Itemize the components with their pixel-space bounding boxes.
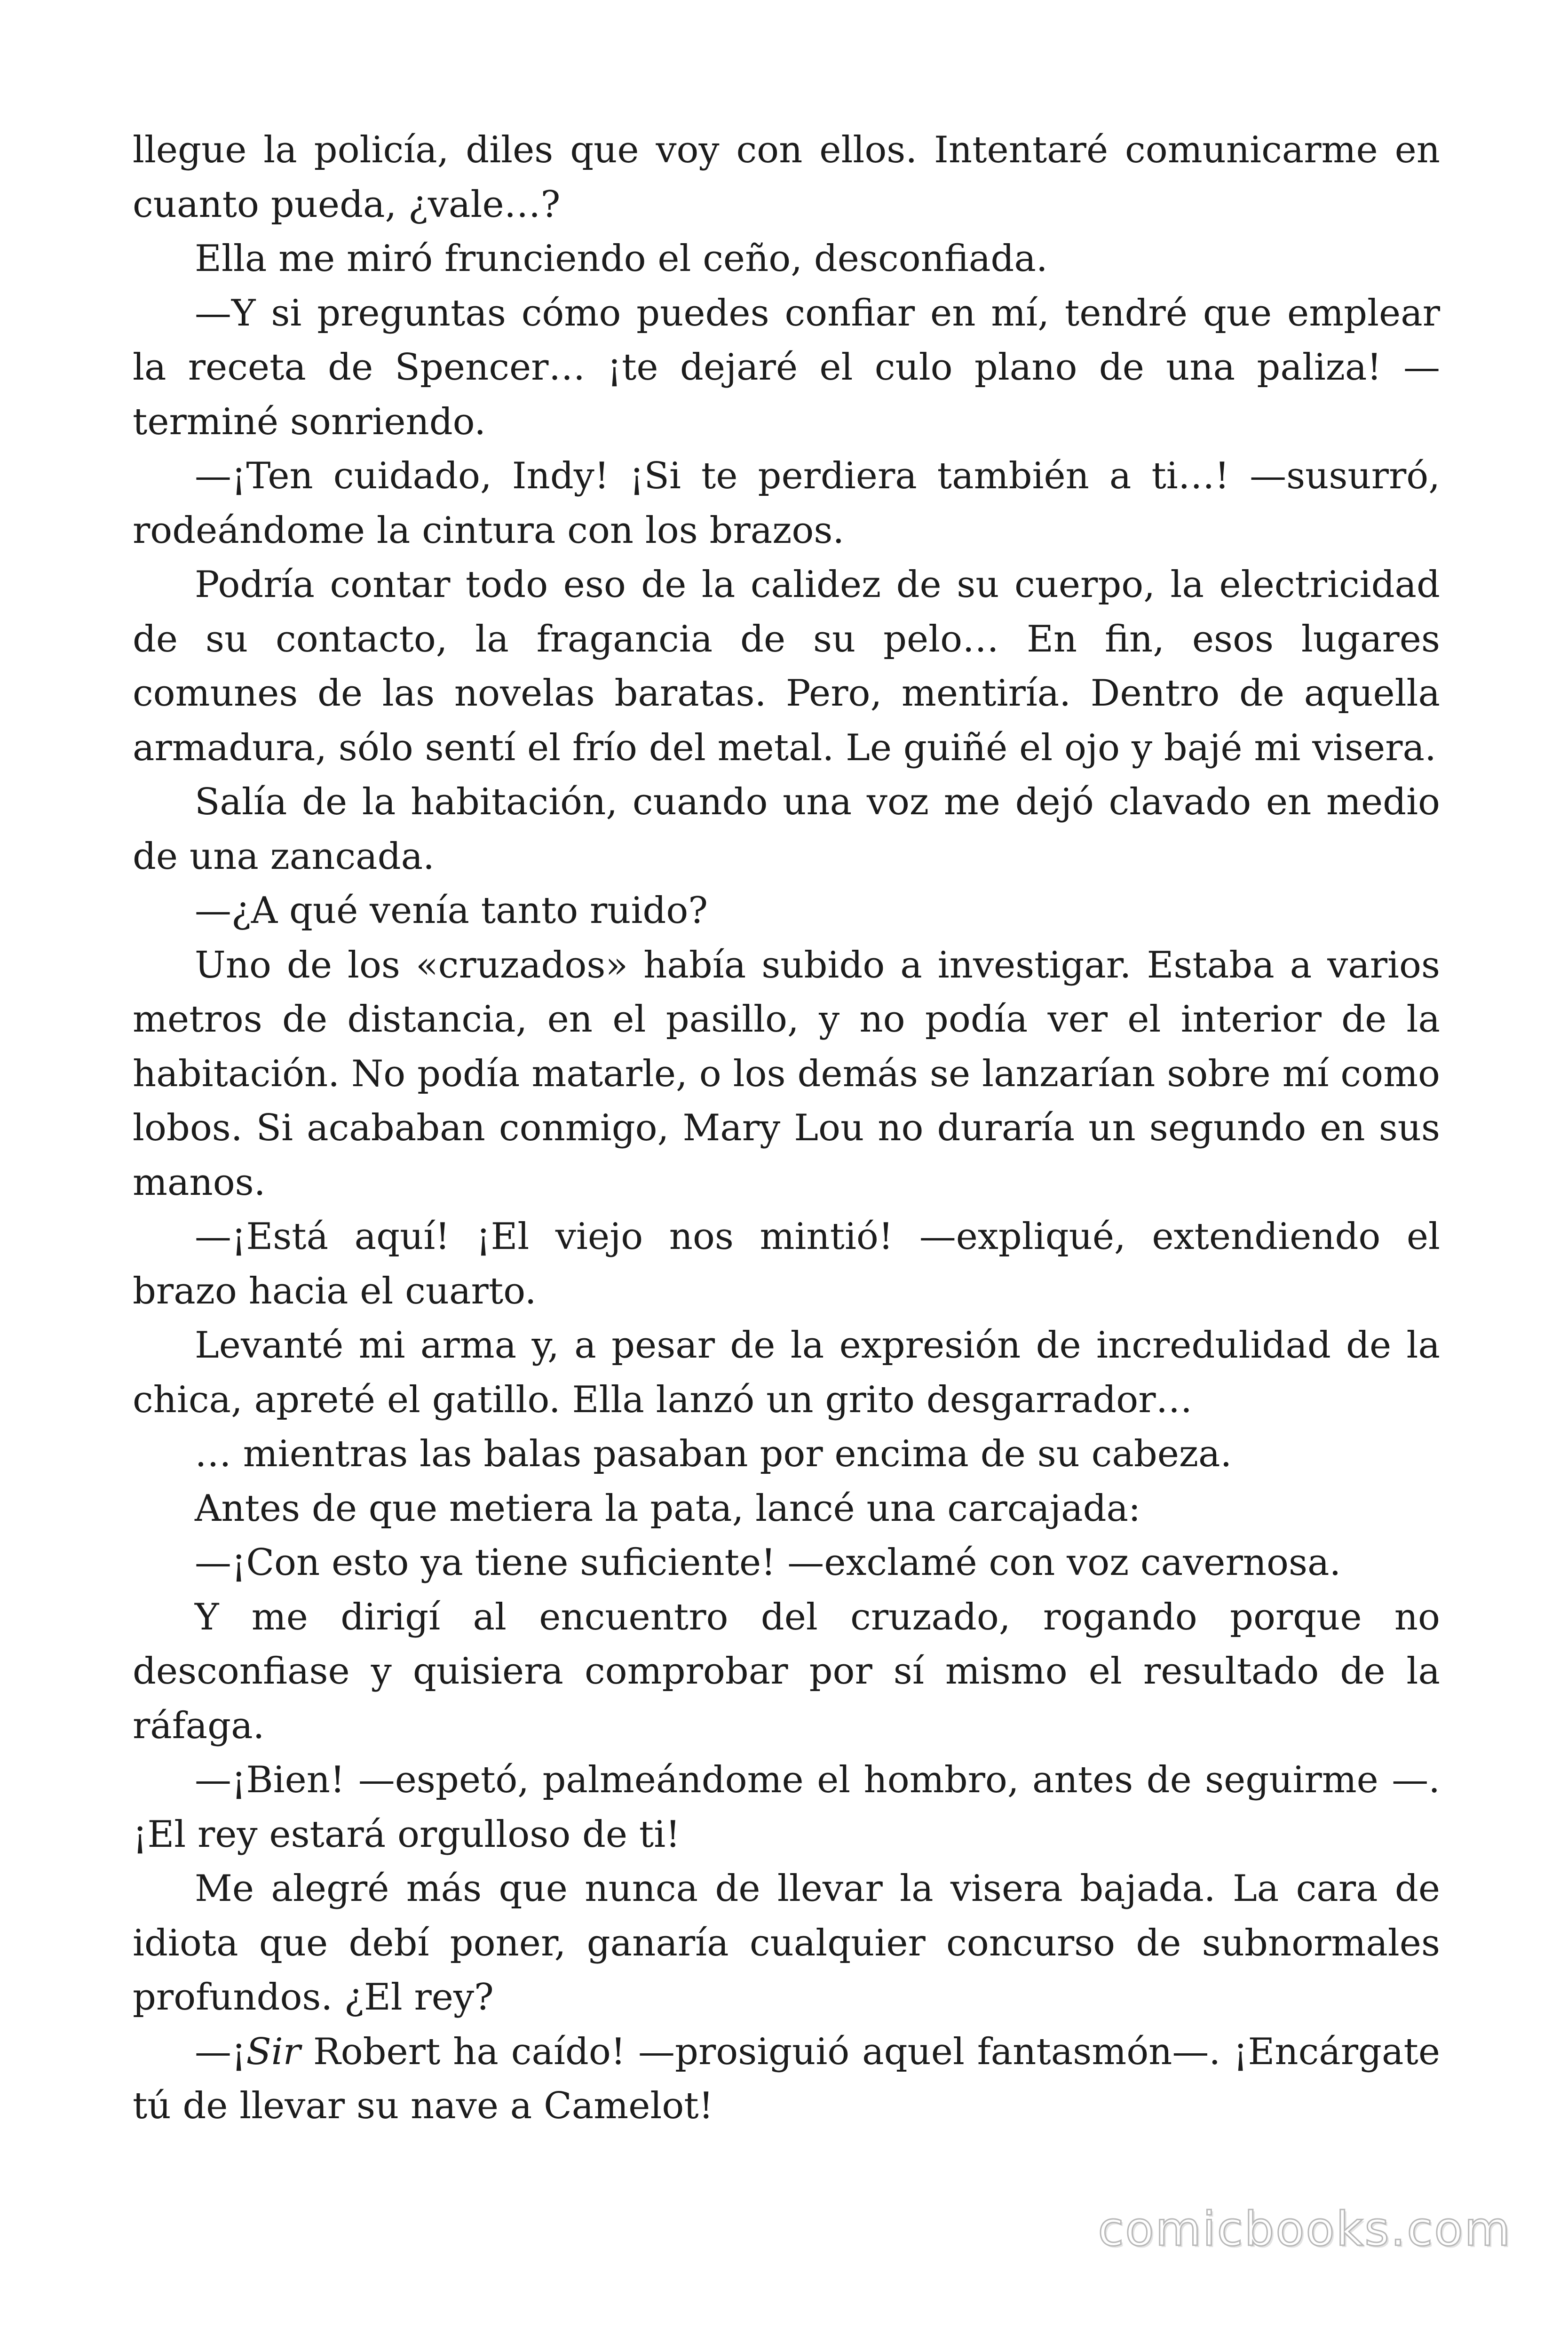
paragraph-4: —¡Ten cuidado, Indy! ¡Si te perdiera también a ti…! —susurró, rodeándome la cintura con los brazos. [133, 455, 1440, 552]
page-body [133, 123, 1440, 2134]
paragraph-15: —¡Bien! —espetó, palmeándome el hombro, antes de seguirme —. ¡El rey estará orgulloso de ti! [133, 1759, 1440, 1856]
paragraph-6: Salía de la habitación, cuando una voz me dejó clavado en medio de una zancada. [133, 781, 1440, 878]
watermark: comicbooks.com [1098, 2201, 1512, 2257]
paragraph-12: Antes de que metiera la pata, lancé una carcajada: [195, 1487, 1141, 1530]
paragraph-10: Levanté mi arma y, a pesar de la expresión de incredulidad de la chica, apreté el gatillo. Ella lanzó un grito desgarrador… [133, 1324, 1440, 1421]
paragraph-5: Podría contar todo eso de la calidez de su cuerpo, la electricidad de su contacto, la fragancia de su pelo… En fin, esos lugares comunes de las novelas baratas. Pero, mentiría. Dentro de aquella armadura, sólo sentí el frío del metal. Le guiñé el ojo y bajé mi visera. [133, 564, 1440, 769]
paragraph-17-start: —¡ [195, 2030, 246, 2073]
paragraph-14: Y me dirigí al encuentro del cruzado, rogando porque no desconfiase y quisiera comprobar por sí mismo el resultado de la ráfaga. [133, 1596, 1440, 1747]
paragraph-8: Uno de los «cruzados» había subido a investigar. Estaba a varios metros de distancia, en el pasillo, y no podía ver el interior de la habitación. No podía matarle, o los demás se lanzarían sobre mí como lobos. Si acababan conmigo, Mary Lou no duraría un segundo en sus manos. [133, 944, 1440, 1204]
paragraph-13: —¡Con esto ya tiene suficiente! —exclamé con voz cavernosa. [195, 1542, 1341, 1584]
paragraph-7: —¿A qué venía tanto ruido? [195, 890, 708, 932]
paragraph-1: llegue la policía, diles que voy con ellos. Intentaré comunicarme en cuanto pueda, ¿vale…? [133, 129, 1440, 226]
paragraph-2: Ella me miró frunciendo el ceño, desconfiada. [195, 238, 1048, 280]
paragraph-16: Me alegré más que nunca de llevar la visera bajada. La cara de idiota que debí poner, ganaría cualquier concurso de subnormales profundos. ¿El rey? [133, 1867, 1440, 2018]
paragraph-17-italic: Sir [246, 2030, 301, 2073]
paragraph-11: … mientras las balas pasaban por encima de su cabeza. [195, 1433, 1232, 1475]
paragraph-3: —Y si preguntas cómo puedes confiar en mí, tendré que emplear la receta de Spencer… ¡te dejaré el culo plano de una paliza! —terminé sonriendo. [133, 292, 1440, 443]
paragraph-9: —¡Está aquí! ¡El viejo nos mintió! —expliqué, extendiendo el brazo hacia el cuarto. [133, 1216, 1440, 1312]
paragraph-17-end: Robert ha caído! —prosiguió aquel fantasmón—. ¡Encárgate tú de llevar su nave a Camelot! [133, 2030, 1440, 2127]
paragraph-17 [133, 2025, 1440, 2134]
